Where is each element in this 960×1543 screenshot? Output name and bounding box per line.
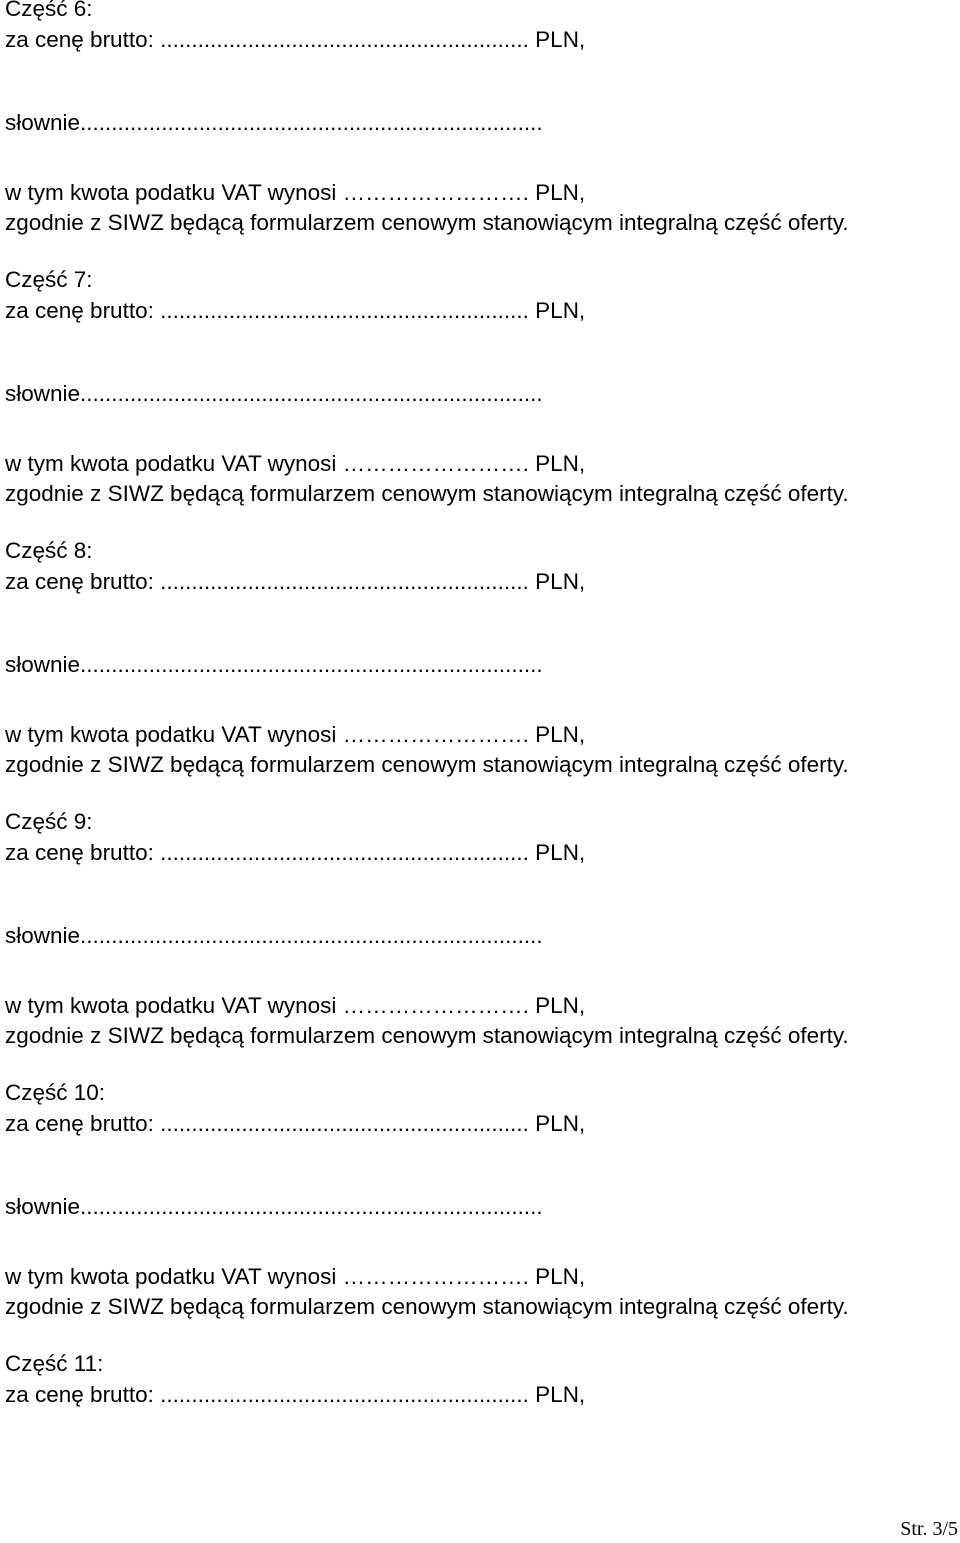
price-line: za cenę brutto: ........................................................... PLN, <box>5 1111 586 1136</box>
words-line: słownie.......................................................................... <box>5 652 543 677</box>
page-number: Str. 3/5 <box>900 1518 958 1540</box>
vat-line: w tym kwota podatku VAT wynosi ……………………. PLN, <box>5 180 586 205</box>
price-line: za cenę brutto: ........................................................... PLN, <box>5 569 586 594</box>
price-line: za cenę brutto: ........................................................... PLN, <box>5 298 586 323</box>
section-heading: Część 6: <box>5 0 93 21</box>
vat-line: w tym kwota podatku VAT wynosi ……………………. PLN, <box>5 451 586 476</box>
conformity-line: zgodnie z SIWZ będącą formularzem cenowym stanowiącym integralną część oferty. <box>5 210 849 235</box>
words-line: słownie.......................................................................... <box>5 1194 543 1219</box>
section-heading: Część 9: <box>5 809 93 834</box>
vat-line: w tym kwota podatku VAT wynosi ……………………. PLN, <box>5 993 586 1018</box>
section-heading: Część 11: <box>5 1351 104 1376</box>
vat-line: w tym kwota podatku VAT wynosi ……………………. PLN, <box>5 722 586 747</box>
conformity-line: zgodnie z SIWZ będącą formularzem cenowym stanowiącym integralną część oferty. <box>5 1294 849 1319</box>
conformity-line: zgodnie z SIWZ będącą formularzem cenowym stanowiącym integralną część oferty. <box>5 481 849 506</box>
vat-line: w tym kwota podatku VAT wynosi ……………………. PLN, <box>5 1264 586 1289</box>
section-heading: Część 7: <box>5 267 93 292</box>
price-line: za cenę brutto: ........................................................... PLN, <box>5 27 586 52</box>
conformity-line: zgodnie z SIWZ będącą formularzem cenowym stanowiącym integralną część oferty. <box>5 752 849 777</box>
words-line: słownie.......................................................................... <box>5 110 543 135</box>
section-heading: Część 10: <box>5 1080 106 1105</box>
price-line: za cenę brutto: ........................................................... PLN, <box>5 1382 586 1407</box>
conformity-line: zgodnie z SIWZ będącą formularzem cenowym stanowiącym integralną część oferty. <box>5 1023 849 1048</box>
words-line: słownie.......................................................................... <box>5 381 543 406</box>
words-line: słownie.......................................................................... <box>5 923 543 948</box>
price-line: za cenę brutto: ........................................................... PLN, <box>5 840 586 865</box>
section-heading: Część 8: <box>5 538 93 563</box>
